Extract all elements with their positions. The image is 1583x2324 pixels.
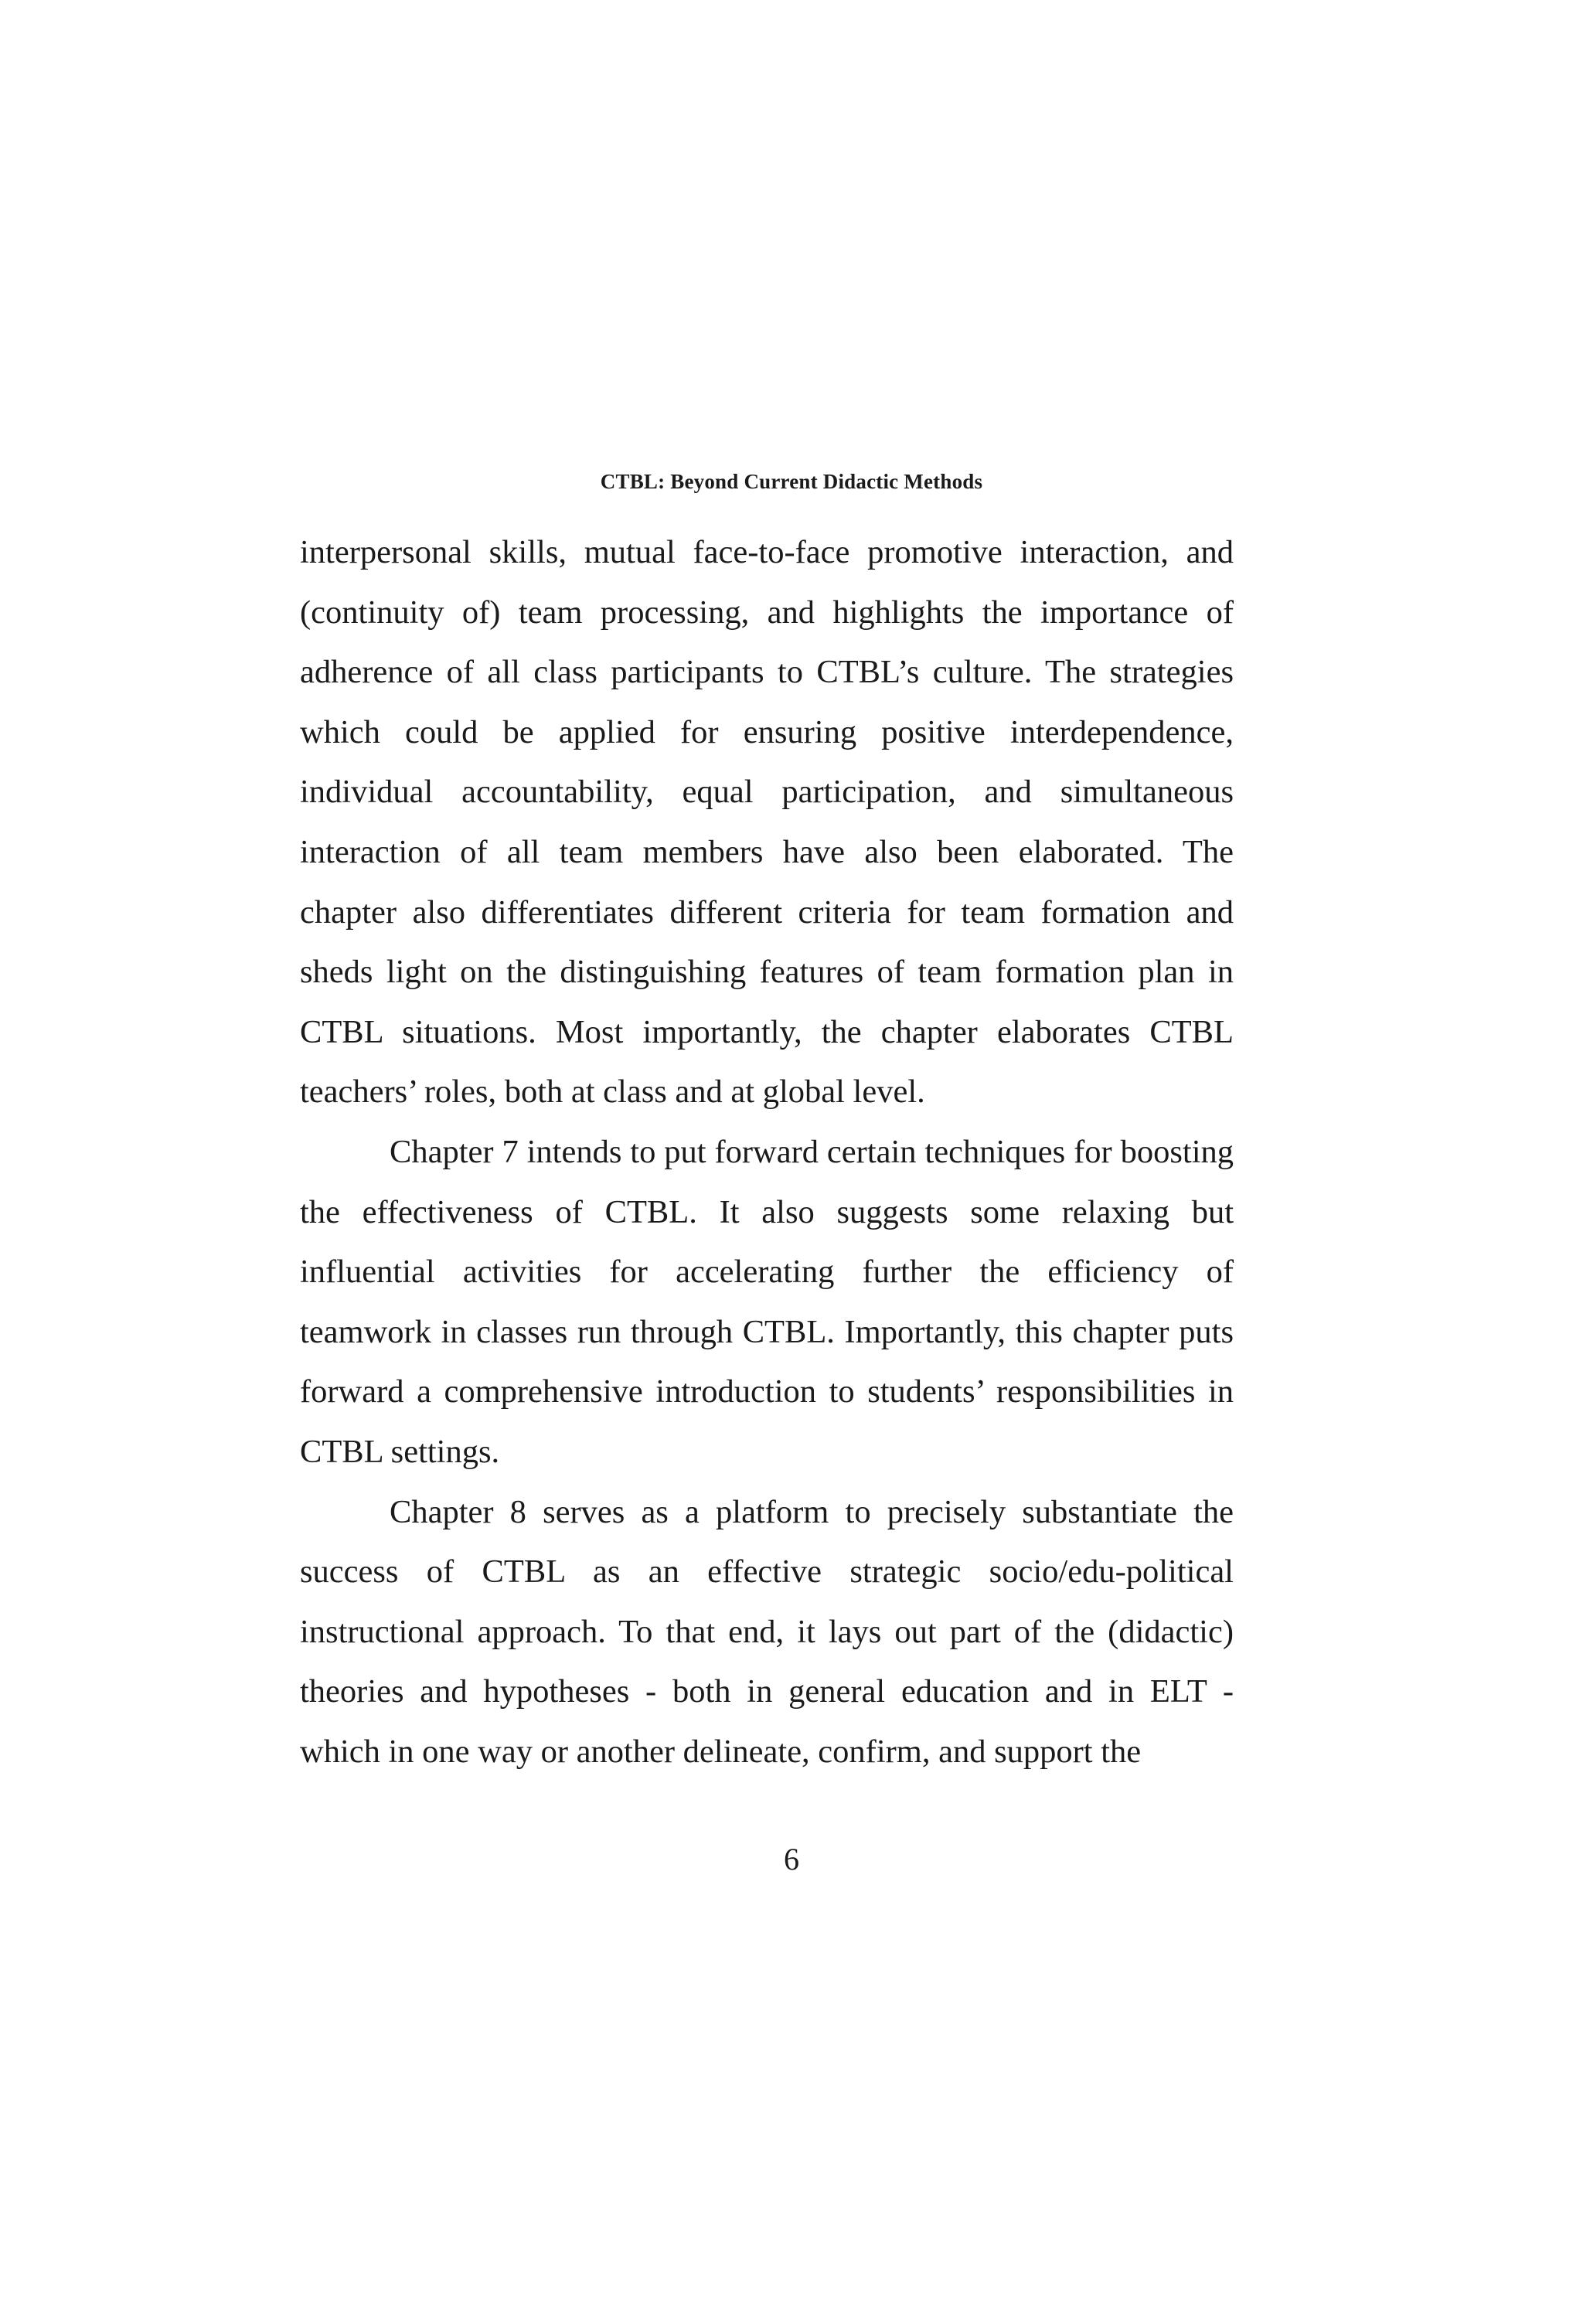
paragraph-chapter-7: Chapter 7 intends to put forward certain techniques for boosting the effectiveness of CTBL. It also suggests some relaxing but influential activities for accelerating further the efficiency of teamwork in classes run through CTBL. Importantly, this chapter puts forward a comprehensive introduction to students’ responsibilities in CTBL settings. <box>300 1133 1234 1470</box>
paragraph-continued: interpersonal skills, mutual face-to-face promotive interaction, and (continuity of) team processing, and highlights the importance of adherence of all class participants to CTBL’s culture. The strategies which could be applied for ensuring positive interdependence, individual accountability, equal participation, and simultaneous interaction of all team members have also been elaborated. The chapter also differentiates different criteria for team formation and sheds light on the distinguishing features of team formation plan in CTBL situations. Most importantly, the chapter elaborates CTBL teachers’ roles, both at class and at global level. <box>300 534 1234 1111</box>
running-header-title: CTBL: Beyond Current Didactic Methods <box>600 470 983 493</box>
body-text <box>300 522 1234 1781</box>
page-number: 6 <box>784 1842 799 1877</box>
paragraph-chapter-8: Chapter 8 serves as a platform to precisely substantiate the success of CTBL as an effective strategic socio/edu-political instructional approach. To that end, it lays out part of the (didactic) theories and hypotheses - both in general education and in ELT - which in one way or another delineate, confirm, and support the <box>300 1493 1234 1770</box>
